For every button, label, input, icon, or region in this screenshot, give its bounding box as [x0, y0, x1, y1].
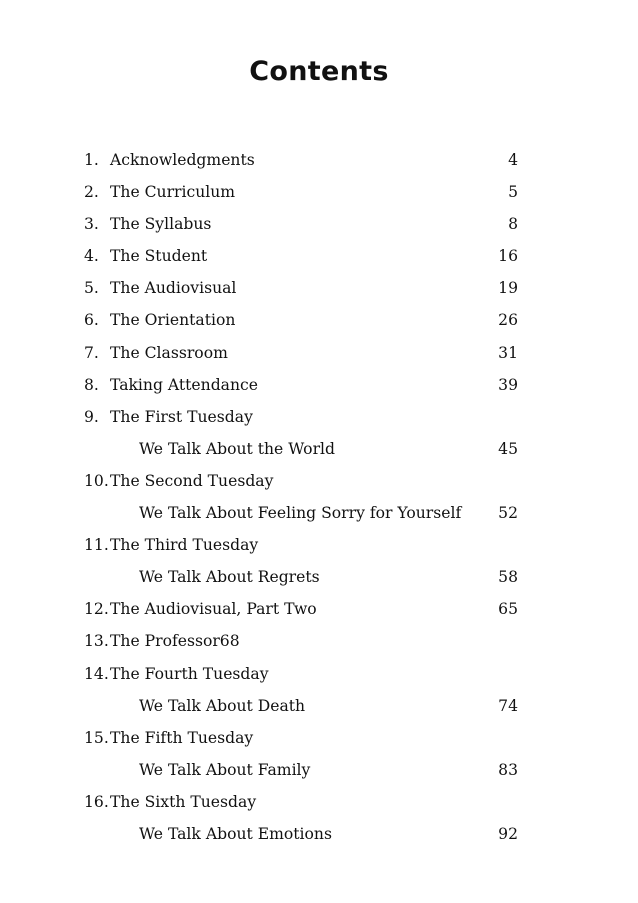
toc-entry [0, 176, 638, 208]
toc-entry-page-number: 92 [498, 824, 518, 843]
toc-entry [0, 786, 638, 818]
toc-entry-page-number: 83 [498, 760, 518, 779]
toc-entry-page-number: 52 [498, 504, 518, 523]
toc-subentry [0, 754, 638, 786]
toc-entry-page-number: 31 [498, 343, 518, 362]
toc-entry-label: The Second Tuesday [110, 471, 274, 490]
toc-entry [0, 240, 638, 272]
toc-entry-label: The Syllabus [110, 215, 212, 234]
toc-entry [0, 401, 638, 433]
toc-subentry [0, 433, 638, 465]
toc-entry-label: We Talk About Emotions [139, 824, 332, 843]
page-title: Contents [249, 56, 389, 87]
toc-entry-number: 11. [84, 536, 109, 555]
toc-entry-label: The Fourth Tuesday [110, 664, 269, 683]
toc-entry-page-number: 74 [498, 696, 518, 715]
toc-entry [0, 208, 638, 240]
toc-entry [0, 304, 638, 336]
toc-entry-page-number: 26 [498, 311, 518, 330]
toc-entry [0, 625, 638, 657]
toc-entry-label: The Audiovisual [110, 279, 237, 298]
toc-entry-label: The Third Tuesday [110, 536, 259, 555]
toc-entry-number: 3. [84, 215, 99, 234]
toc-entry-page-number: 39 [498, 375, 518, 394]
toc-entry-number: 9. [84, 407, 99, 426]
toc-entry-label: The Audiovisual, Part Two [110, 600, 317, 619]
toc-entry [0, 272, 638, 304]
toc-entry-page-number: 19 [498, 279, 518, 298]
toc-entry-page-number: 45 [498, 439, 518, 458]
toc-entry-number: 5. [84, 279, 99, 298]
toc-entry-label: The Curriculum [110, 183, 236, 202]
toc-entry-page-number: 8 [508, 215, 518, 234]
toc-entry-number: 13. [84, 632, 109, 651]
toc-subentry [0, 497, 638, 529]
toc-entry-number: 2. [84, 183, 99, 202]
toc-entry-number: 14. [84, 664, 109, 683]
toc-entry-number: 6. [84, 311, 99, 330]
toc-entry-page-number: 4 [508, 151, 518, 169]
toc-entry-label: The Classroom [110, 343, 228, 362]
toc-entry-page-number: 16 [498, 247, 518, 266]
toc-entry [0, 658, 638, 690]
toc-entry-number: 7. [84, 343, 99, 362]
toc-entry-number: 12. [84, 600, 109, 619]
toc-entry-label: We Talk About Regrets [139, 568, 320, 587]
toc-subentry [0, 561, 638, 593]
toc-subentry [0, 690, 638, 722]
table-of-contents [0, 144, 638, 850]
toc-entry-label: We Talk About the World [139, 439, 335, 458]
toc-entry-number: 16. [84, 792, 109, 811]
toc-entry-label: The Fifth Tuesday [110, 728, 254, 747]
toc-entry-number: 15. [84, 728, 109, 747]
toc-entry-number: 8. [84, 375, 99, 394]
toc-entry-label: Acknowledgments [110, 151, 255, 169]
toc-entry [0, 722, 638, 754]
toc-entry-label: The Sixth Tuesday [110, 792, 257, 811]
toc-entry-label: We Talk About Death [139, 696, 306, 715]
toc-entry [0, 593, 638, 625]
toc-entry-page-number: 65 [498, 600, 518, 619]
toc-entry-number: 10. [84, 471, 109, 490]
toc-entry-label: We Talk About Feeling Sorry for Yourself [139, 504, 462, 523]
toc-entry-label: The First Tuesday [110, 407, 253, 426]
toc-entry-number: 1. [84, 151, 99, 169]
toc-entry [0, 144, 638, 176]
toc-entry [0, 465, 638, 497]
toc-entry-page-number: 5 [508, 183, 518, 202]
toc-subentry [0, 818, 638, 850]
toc-entry [0, 369, 638, 401]
toc-entry-label: Taking Attendance [110, 375, 258, 394]
toc-entry-label: The Professor68 [110, 632, 240, 651]
toc-entry-label: The Orientation [110, 311, 236, 330]
toc-entry-number: 4. [84, 247, 99, 266]
toc-entry-page-number: 58 [498, 568, 518, 587]
toc-entry-label: We Talk About Family [139, 760, 311, 779]
toc-entry [0, 529, 638, 561]
toc-entry [0, 337, 638, 369]
toc-entry-label: The Student [110, 247, 208, 266]
